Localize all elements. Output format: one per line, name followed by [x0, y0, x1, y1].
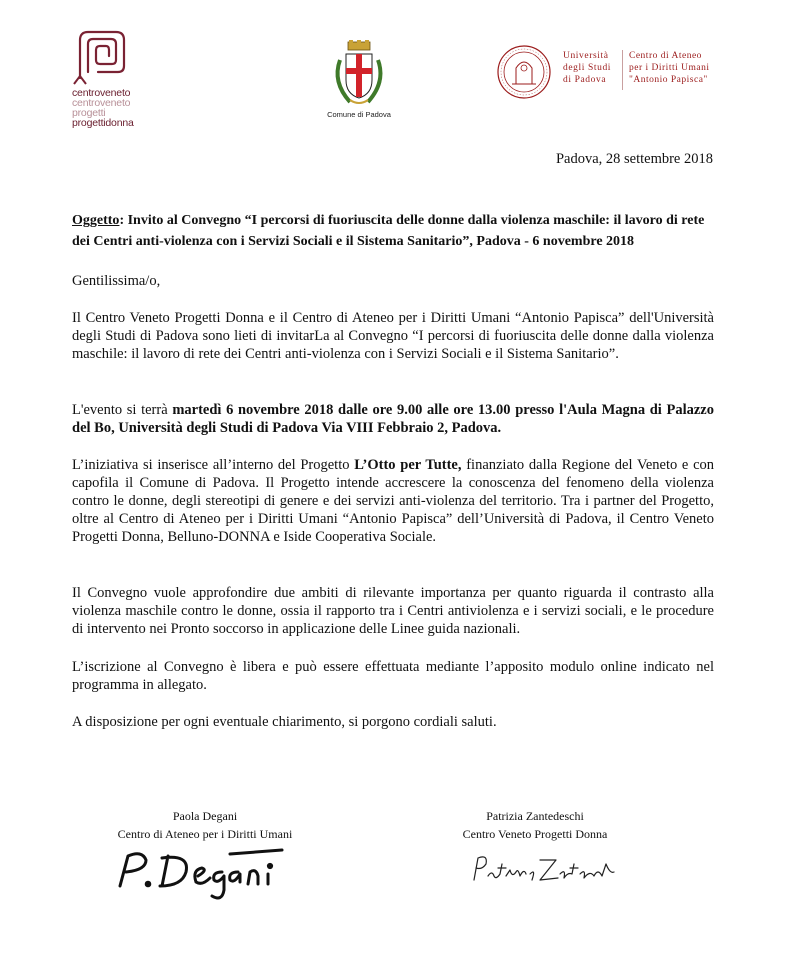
- signer-name: Patrizia Zantedeschi: [486, 809, 584, 823]
- cvpd-wordmark: [72, 88, 150, 128]
- centro-line: "Antonio Papisca": [629, 75, 708, 85]
- signer-org: Centro Veneto Progetti Donna: [462, 827, 608, 841]
- letter-date: Padova, 28 settembre 2018: [555, 151, 713, 167]
- project-name: L’Otto per Tutte,: [354, 457, 462, 473]
- signer-org: Centro di Ateneo per i Diritti Umani: [117, 827, 293, 841]
- paragraph-2-intro: L'evento si terrà: [72, 402, 173, 418]
- unipd-university-text: [563, 50, 611, 86]
- comune-label: Comune di Padova: [327, 110, 391, 119]
- paragraph-2: [72, 401, 714, 437]
- cvpd-spiral-icon: [68, 26, 138, 88]
- comune-crest-icon: [322, 40, 396, 110]
- signature-zantedeschi-icon: [470, 850, 620, 890]
- centro-line: per i Diritti Umani: [629, 63, 710, 73]
- cvpd-logo: [68, 26, 150, 129]
- paragraph-4: Il Convegno vuole approfondire due ambiti di rilevante importanza per quanto riguarda il contrasto alla violenza maschile contro le donne, ossia il rapporto tra i Centri antiviolenza e i servizi sociali, e le procedure di intervento nei Pronto soccorso in applicazione delle Linee guida nazionali.: [72, 585, 714, 637]
- unipd-centro-text: [629, 50, 709, 86]
- centro-line: Centro di Ateneo: [629, 51, 702, 61]
- cvpd-line-mid: centroveneto progetti: [72, 97, 131, 119]
- signature-block-left: [100, 807, 310, 843]
- paragraph-6: A disposizione per ogni eventuale chiarimento, si porgono cordiali saluti.: [72, 714, 497, 730]
- uni-line: di Padova: [563, 75, 607, 85]
- paragraph-2-event-details: martedì 6 novembre 2018 dalle ore 9.00 alle ore 13.00 presso l'Aula Magna di Palazzo del Bo, Università degli Studi di Padova Via VIII Febbraio 2, Padova.: [72, 402, 714, 436]
- unipd-logo: [496, 44, 726, 100]
- paragraph-3: [72, 456, 714, 546]
- uni-line: Università: [563, 51, 609, 61]
- paragraph-5: L’iscrizione al Convegno è libera e può essere effettuata mediante l’apposito modulo online indicato nel programma in allegato.: [72, 659, 714, 693]
- subject-label: Oggetto: [72, 213, 120, 228]
- cvpd-line1: centroveneto: [72, 87, 131, 99]
- paragraph-3-intro: L’iniziativa si inserisce all’interno del Progetto: [72, 457, 355, 473]
- letter-greeting: Gentilissima/o,: [72, 273, 161, 289]
- uni-line: degli Studi: [563, 63, 612, 73]
- subject-text: : Invito al Convegno “I percorsi di fuoriuscita delle donne dalla violenza maschile: il lavoro di rete dei Centri anti-violenza con i Servizi Sociali e il Sistema Sanitario”, Padova - 6 novembre 2018: [72, 213, 705, 249]
- paragraph-1: Il Centro Veneto Progetti Donna e il Centro di Ateneo per i Diritti Umani “Antonio Papisca” dell'Università degli Studi di Padova sono lieti di invitarLa al Convegno “I percorsi di fuoriuscita delle donne dalla violenza maschile: il lavoro di rete dei Centri anti-violenza con i Servizi Sociali e il Sistema Sanitario”.: [72, 310, 714, 362]
- unipd-seal-icon: [496, 44, 554, 100]
- signer-name: Paola Degani: [172, 809, 238, 823]
- letter-subject: [72, 210, 714, 252]
- paragraph-3-body: finanziato dalla Regione del Veneto e con capofila il Comune di Padova. Il Progetto intende accrescere la conoscenza del fenomeno della violenza contro le donne, degli stereotipi di genere e dei servizi anti-violenza del territorio. Tra i partner del Progetto, oltre al Centro di Ateneo per i Diritti Umani “Antonio Papisca” dell’Università di Padova, il Centro Veneto Progetti Donna, Belluno-DONNA e Iside Cooperativa Sociale.: [72, 457, 715, 545]
- logo-divider: [622, 50, 623, 90]
- cvpd-line2: progettidonna: [72, 117, 134, 129]
- signature-degani-icon: [112, 846, 292, 906]
- comune-logo: [322, 40, 396, 124]
- signature-block-right: [440, 807, 630, 843]
